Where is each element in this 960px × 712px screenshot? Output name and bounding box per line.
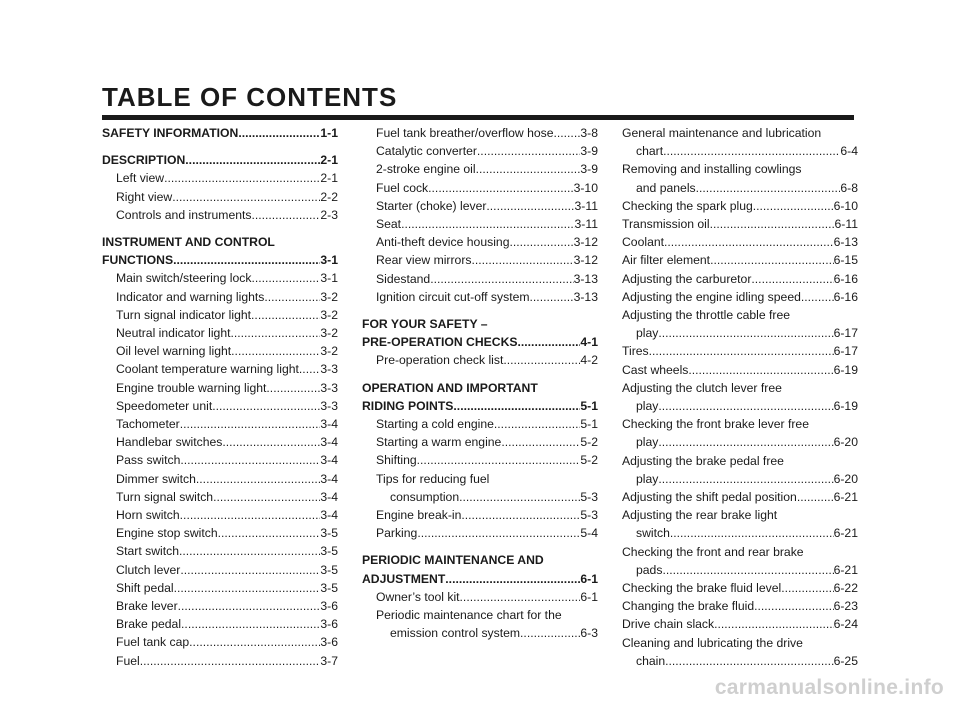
toc-line-cowlings: Removing and installing cowlings [622,162,802,177]
toc-entry-spark-plug[interactable]: Checking the spark plug ..... 6-10 [622,197,858,215]
toc-entry-shift-pedal[interactable]: Shift pedal ..... 3-5 [102,579,338,597]
toc-entry-start-switch[interactable]: Start switch ..... 3-5 [102,542,338,560]
toc-entry-anti-theft[interactable]: Anti-theft device housing ..... 3-12 [362,233,598,251]
toc-entry-riding-points[interactable]: RIDING POINTS ..... 5-1 [362,397,598,415]
toc-entry-clutch-play[interactable]: play ..... 6-19 [622,397,858,415]
toc-entry-rear-brake-switch[interactable]: switch ..... 6-21 [622,524,858,542]
toc-entry-idling-speed[interactable]: Adjusting the engine idling speed ..... 6-16 [622,288,858,306]
toc-entry-sidestand[interactable]: Sidestand ..... 3-13 [362,270,598,288]
site-watermark: carmanualsonline.info [714,676,944,699]
toc-entry-right-view[interactable]: Right view ..... 2-2 [102,188,338,206]
toc-column-3 [622,124,858,670]
page-title: TABLE OF CONTENTS [102,82,398,112]
toc-line-cleaning-chain: Cleaning and lubricating the drive [622,635,803,650]
toc-entry-speedometer[interactable]: Speedometer unit ..... 3-3 [102,397,338,415]
toc-entry-engine-stop-switch[interactable]: Engine stop switch ..... 3-5 [102,524,338,542]
toc-entry-handlebar-switches[interactable]: Handlebar switches ..... 3-4 [102,433,338,451]
toc-entry-parking[interactable]: Parking ..... 5-4 [362,524,598,542]
toc-entry-ignition-cutoff[interactable]: Ignition circuit cut-off system ..... 3-13 [362,288,598,306]
toc-entry-2-stroke-oil[interactable]: 2-stroke engine oil ..... 3-9 [362,160,598,178]
toc-entry-oil-level-warning[interactable]: Oil level warning light ..... 3-2 [102,342,338,360]
toc-entry-adjustment[interactable]: ADJUSTMENT ..... 6-1 [362,570,598,588]
toc-line-tips-fuel: Tips for reducing fuel [376,471,490,486]
toc-entry-drive-chain[interactable]: chain ..... 6-25 [622,652,858,670]
toc-entry-brake-pedal[interactable]: Brake pedal ..... 3-6 [102,615,338,633]
toc-entry-controls-and-instruments[interactable]: Controls and instruments ..... 2-3 [102,206,338,224]
toc-column-1 [102,124,338,670]
toc-entry-fuel-tank-cap[interactable]: Fuel tank cap ..... 3-6 [102,633,338,651]
toc-entry-throttle-play[interactable]: play ..... 6-17 [622,324,858,342]
toc-entry-main-switch[interactable]: Main switch/steering lock ..... 3-1 [102,269,338,287]
toc-entry-pre-operation-list[interactable]: Pre-operation check list ..... 4-2 [362,351,598,369]
toc-entry-coolant[interactable]: Coolant ..... 6-13 [622,233,858,251]
toc-entry-cast-wheels[interactable]: Cast wheels ..... 6-19 [622,361,858,379]
toc-entry-fuel-cock[interactable]: Fuel cock ..... 3-10 [362,179,598,197]
toc-line-rear-brake-light: Adjusting the rear brake light [622,508,778,523]
toc-line-general-maintenance: General maintenance and lubrication [622,126,822,140]
toc-entry-starter-lever[interactable]: Starter (choke) lever ..... 3-11 [362,197,598,215]
toc-entry-fuel-tank-breather[interactable]: Fuel tank breather/overflow hose ..... 3-8 [362,124,598,142]
toc-entry-functions[interactable]: FUNCTIONS ..... 3-1 [102,251,338,269]
toc-line-brake-pads: Checking the front and rear brake [622,544,804,559]
toc-entry-seat[interactable]: Seat ..... 3-11 [362,215,598,233]
toc-entry-left-view[interactable]: Left view ..... 2-1 [102,169,338,187]
toc-entry-brake-pedal-play[interactable]: play ..... 6-20 [622,470,858,488]
toc-line-periodic-chart: Periodic maintenance chart for the [376,608,562,623]
toc-entry-tachometer[interactable]: Tachometer ..... 3-4 [102,415,338,433]
toc-entry-clutch-lever[interactable]: Clutch lever ..... 3-5 [102,561,338,579]
toc-entry-shifting[interactable]: Shifting ..... 5-2 [362,451,598,469]
toc-entry-rear-view-mirrors[interactable]: Rear view mirrors ..... 3-12 [362,251,598,269]
toc-entry-tires[interactable]: Tires ..... 6-17 [622,342,858,360]
toc-entry-fuel-consumption[interactable]: consumption ..... 5-3 [362,488,598,506]
toc-entry-neutral-indicator[interactable]: Neutral indicator light ..... 3-2 [102,324,338,342]
toc-line-clutch-lever: Adjusting the clutch lever free [622,380,782,395]
toc-entry-horn-switch[interactable]: Horn switch ..... 3-4 [102,506,338,524]
toc-entry-coolant-temperature[interactable]: Coolant temperature warning light ..... 3-3 [102,360,338,378]
toc-entry-engine-break-in[interactable]: Engine break-in ..... 5-3 [362,506,598,524]
toc-entry-drive-chain-slack[interactable]: Drive chain slack ..... 6-24 [622,615,858,633]
toc-entry-lubrication-chart[interactable]: chart ..... 6-4 [622,142,858,160]
toc-entry-indicator-lights[interactable]: Indicator and warning lights ..... 3-2 [102,288,338,306]
toc-entry-brake-pads[interactable]: pads ..... 6-21 [622,561,858,579]
toc-entry-turn-signal-indicator[interactable]: Turn signal indicator light ..... 3-2 [102,306,338,324]
title-rule [102,115,854,120]
toc-entry-description[interactable]: DESCRIPTION ..... 2-1 [102,151,338,169]
toc-entry-transmission-oil[interactable]: Transmission oil ..... 6-11 [622,215,858,233]
toc-entry-air-filter[interactable]: Air filter element ..... 6-15 [622,251,858,269]
toc-entry-fuel[interactable]: Fuel ..... 3-7 [102,652,338,670]
toc-column-2 [362,124,598,642]
toc-entry-cold-engine[interactable]: Starting a cold engine ..... 5-1 [362,415,598,433]
toc-heading-for-your-safety: FOR YOUR SAFETY – [362,317,488,332]
toc-entry-turn-signal-switch[interactable]: Turn signal switch ..... 3-4 [102,488,338,506]
toc-heading-operation: OPERATION AND IMPORTANT [362,380,538,395]
toc-entry-pass-switch[interactable]: Pass switch ..... 3-4 [102,451,338,469]
toc-line-brake-pedal: Adjusting the brake pedal free [622,453,784,468]
toc-line-throttle-cable: Adjusting the throttle cable free [622,308,791,323]
toc-entry-panels[interactable]: and panels ..... 6-8 [622,179,858,197]
toc-entry-carburetor[interactable]: Adjusting the carburetor ..... 6-16 [622,270,858,288]
toc-entry-brake-fluid-level[interactable]: Checking the brake fluid level ..... 6-22 [622,579,858,597]
toc-entry-pre-operation-checks[interactable]: PRE-OPERATION CHECKS ..... 4-1 [362,333,598,351]
toc-entry-front-brake-play[interactable]: play ..... 6-20 [622,433,858,451]
toc-heading-instrument-and-control: INSTRUMENT AND CONTROL [102,235,275,250]
toc-entry-engine-trouble[interactable]: Engine trouble warning light ..... 3-3 [102,379,338,397]
toc-entry-brake-lever[interactable]: Brake lever ..... 3-6 [102,597,338,615]
toc-entry-changing-brake-fluid[interactable]: Changing the brake fluid ..... 6-23 [622,597,858,615]
toc-entry-dimmer-switch[interactable]: Dimmer switch ..... 3-4 [102,470,338,488]
toc-line-front-brake-lever: Checking the front brake lever free [622,417,809,432]
toc-entry-warm-engine[interactable]: Starting a warm engine ..... 5-2 [362,433,598,451]
toc-entry-catalytic-converter[interactable]: Catalytic converter ..... 3-9 [362,142,598,160]
toc-heading-periodic-maintenance: PERIODIC MAINTENANCE AND [362,553,544,568]
toc-entry-emission-control[interactable]: emission control system ..... 6-3 [362,624,598,642]
toc-entry-safety-information[interactable]: SAFETY INFORMATION ..... 1-1 [102,124,338,142]
toc-entry-tool-kit[interactable]: Owner’s tool kit ..... 6-1 [362,588,598,606]
toc-entry-shift-pedal-position[interactable]: Adjusting the shift pedal position ..... 6-21 [622,488,858,506]
